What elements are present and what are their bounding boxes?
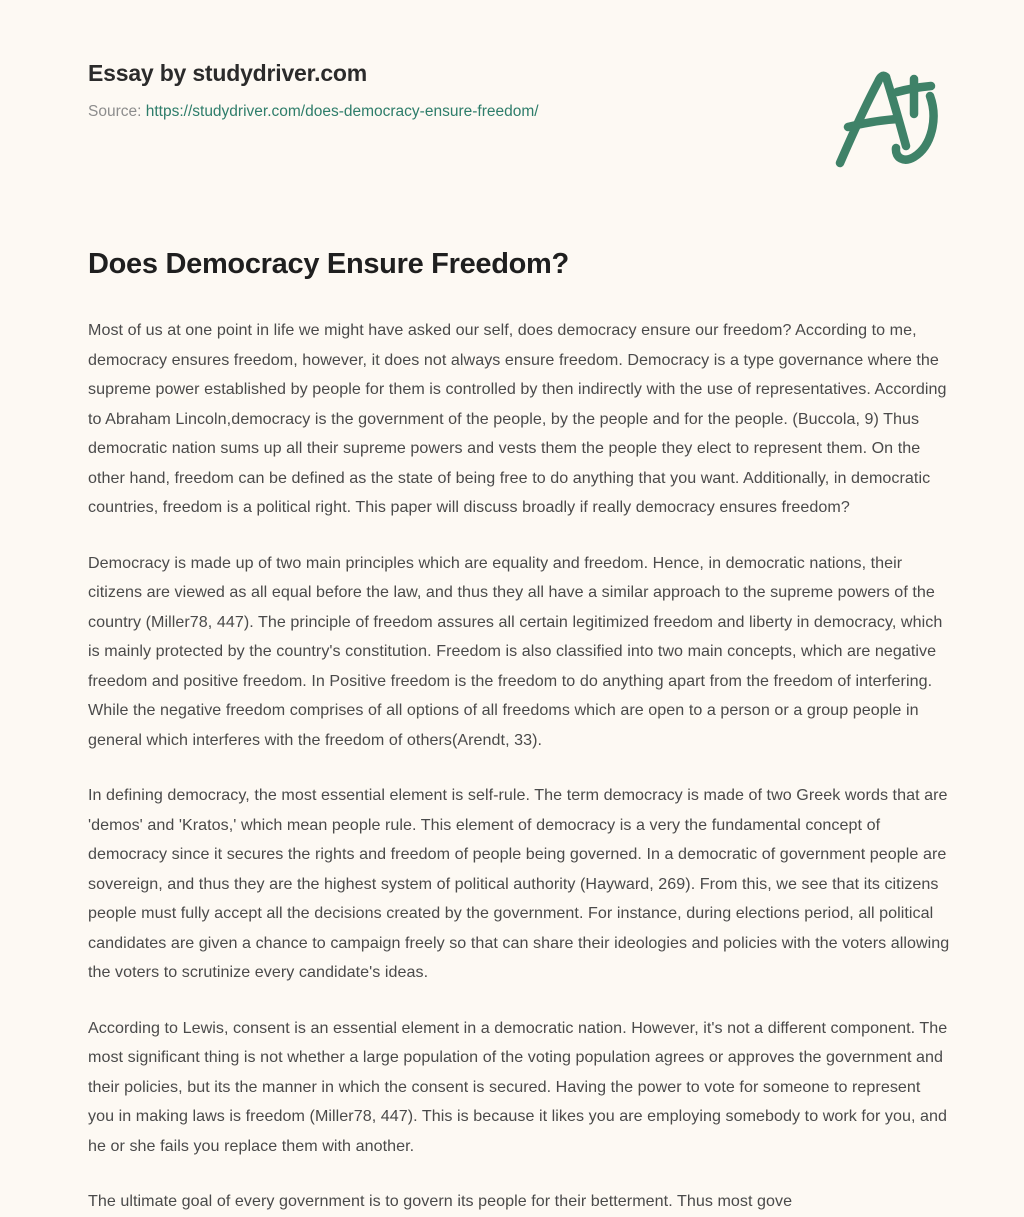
body-copy <box>88 316 950 1217</box>
paragraph: Most of us at one point in life we might have asked our self, does democracy ensure our freedom? According to me, democracy ensures freedom, however, it does not always ensure freedom. Democracy is a type governance where the supreme power established by people for them is controlled by then indirectly with the use of representatives. According to Abraham Lincoln,democracy is the government of the people, by the people and for the people. (Buccola, 9) Thus democratic nation sums up all their supreme powers and vests them the people they elect to represent them. On the other hand, freedom can be defined as the state of being free to do anything that you want. Additionally, in democratic countries, freedom is a political right. This paper will discuss broadly if really democracy ensures freedom? <box>88 321 947 517</box>
paragraph: According to Lewis, consent is an essential element in a democratic nation. However, it's not a different component. The most significant thing is not whether a large population of the voting population agrees or approves the government and their policies, but its the manner in which the consent is secured. Having the power to vote for someone to represent you in making laws is freedom (Miller78, 447). This is because it likes you are employing somebody to work for you, and he or she fails you replace them with another. <box>88 1018 948 1155</box>
page-header <box>0 0 1024 200</box>
page-title: Does Democracy Ensure Freedom? <box>88 248 569 280</box>
source-url-link[interactable]: https://studydriver.com/does-democracy-ensure-freedom/ <box>145 102 539 120</box>
article-body <box>88 246 950 1217</box>
paragraph: In defining democracy, the most essential element is self-rule. The term democracy is made of two Greek words that are 'demos' and 'Kratos,' which mean people rule. This element of democracy is a very the fundamental concept of democracy since it secures the rights and freedom of people being governed. In a democratic of government people are sovereign, and thus they are the highest system of political authority (Hayward, 269). From this, we see that its citizens people must fully accept all the decisions created by the government. For instance, during elections period, all political candidates are given a chance to campaign freely so that can share their ideologies and policies with the voters allowing the voters to scrutinize every candidate's ideas. <box>88 786 950 982</box>
source-label: Source: <box>88 102 142 120</box>
brand-title: Essay by studydriver.com <box>88 60 368 86</box>
paragraph: Democracy is made up of two main principles which are equality and freedom. Hence, in democratic nations, their citizens are viewed as all equal before the law, and thus they all have a similar approach to the supreme powers of the country (Miller78, 447). The principle of freedom assures all certain legitimized freedom and liberty in democracy, which is mainly protected by the country's constitution. Freedom is also classified into two main concepts, which are negative freedom and positive freedom. In Positive freedom is the freedom to do anything apart from the freedom of interfering. While the negative freedom comprises of all options of all freedoms which are open to a person or a group people in general which interferes with the freedom of others(Arendt, 33). <box>88 553 943 749</box>
header-left-block <box>88 60 946 122</box>
paragraph: The ultimate goal of every government is to govern its people for their betterment. Thus most gove <box>88 1192 793 1211</box>
source-line <box>88 102 946 122</box>
